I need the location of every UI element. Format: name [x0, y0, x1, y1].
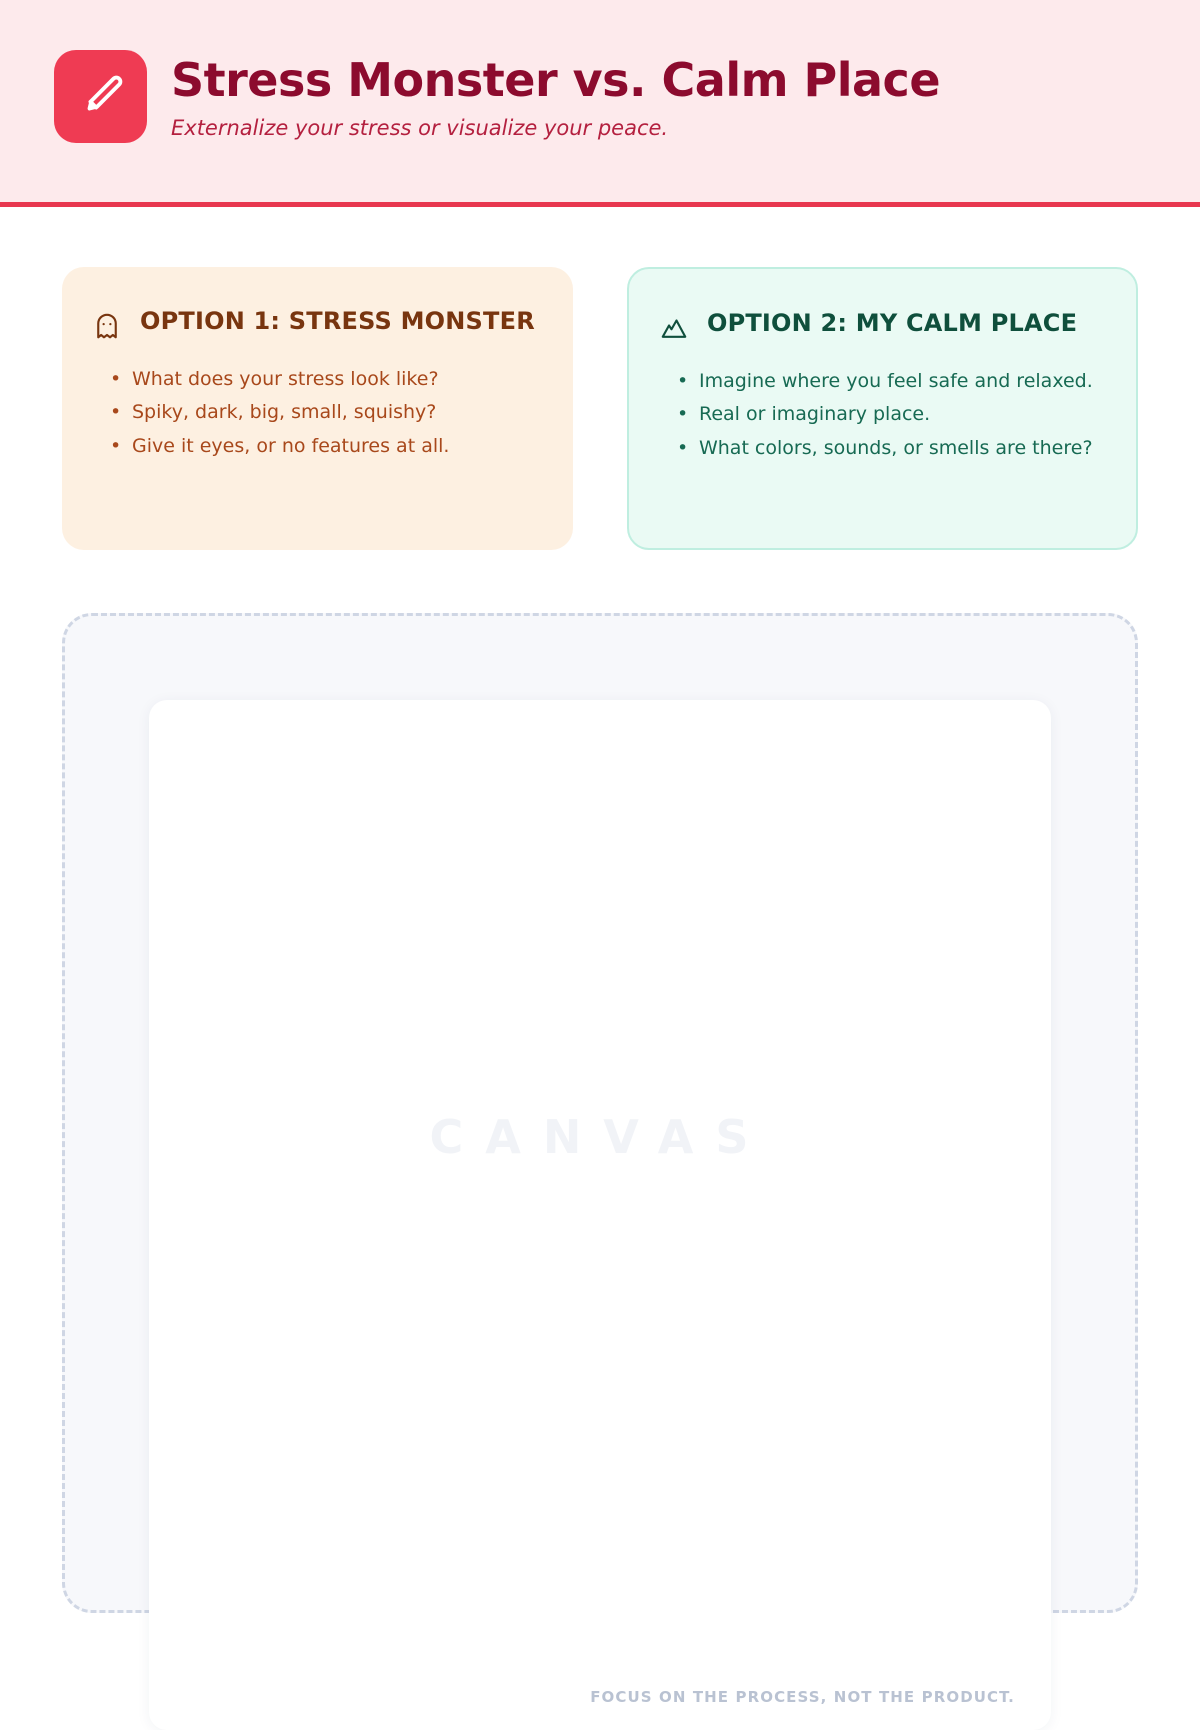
header-content: [0, 0, 1200, 143]
list-item: • Real or imaginary place.: [697, 398, 1102, 431]
option-card-stress-monster: [62, 267, 573, 550]
options-row: [0, 207, 1200, 550]
list-item: • What colors, sounds, or smells are there?: [697, 432, 1102, 465]
ghost-icon: [92, 299, 122, 345]
card-title: OPTION 2: MY CALM PLACE: [706, 309, 1078, 337]
card-header: [659, 301, 1102, 347]
header-text-block: [171, 50, 940, 141]
list-item: • Give it eyes, or no features at all.: [130, 430, 539, 463]
canvas-watermark: CANVAS: [429, 1110, 771, 1164]
paintbrush-icon: [54, 50, 147, 143]
mountain-icon: [659, 301, 689, 347]
card-bullet-list: [92, 363, 539, 463]
option-card-calm-place: [627, 267, 1138, 550]
card-title: OPTION 1: STRESS MONSTER: [140, 307, 535, 335]
drawing-canvas[interactable]: [149, 700, 1051, 1730]
card-bullet-list: [659, 365, 1102, 465]
canvas-footnote: FOCUS ON THE PROCESS, NOT THE PRODUCT.: [590, 1688, 1015, 1706]
list-item: • What does your stress look like?: [130, 363, 539, 396]
list-item: • Imagine where you feel safe and relaxed.: [697, 365, 1102, 398]
page-subtitle: Externalize your stress or visualize your peace.: [171, 116, 669, 141]
card-header: [92, 299, 539, 345]
page-title: Stress Monster vs. Calm Place: [171, 53, 941, 107]
list-item: • Spiky, dark, big, small, squishy?: [130, 396, 539, 429]
app-header: [0, 0, 1200, 207]
canvas-dropzone[interactable]: [62, 613, 1138, 1706]
